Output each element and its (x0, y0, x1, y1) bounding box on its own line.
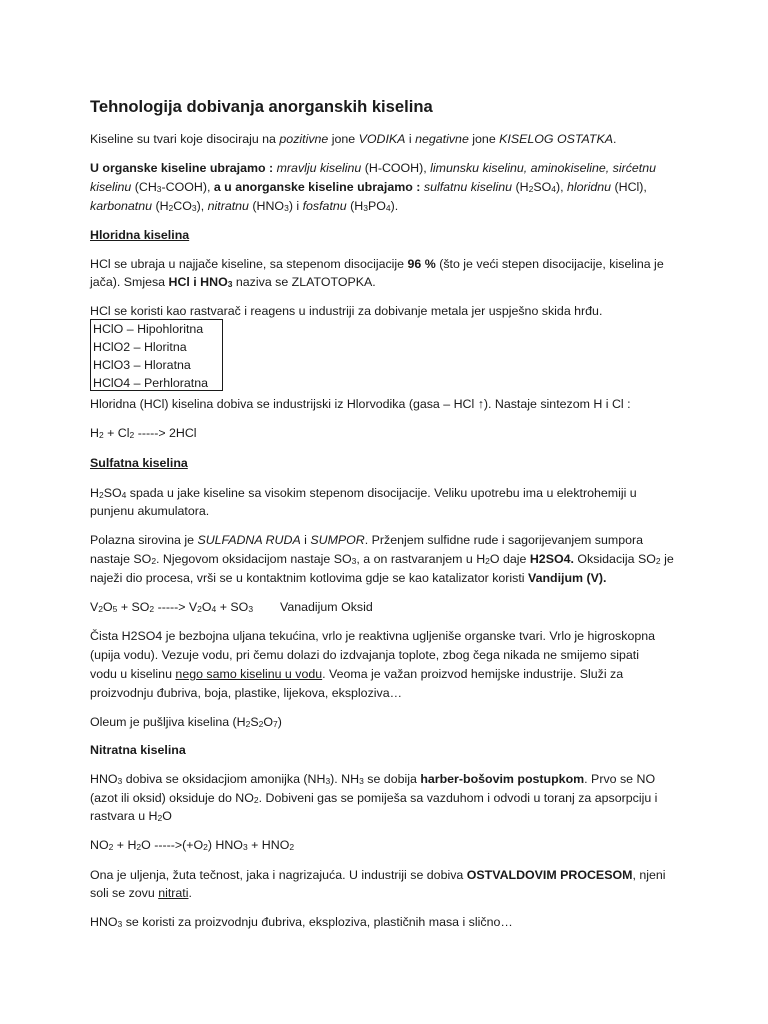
text: O (162, 809, 172, 823)
sulf-raw-material-line-1 (90, 532, 643, 548)
text: SUMPOR (310, 533, 365, 547)
text: (što je veći stepen disocijacije, kiselina je (435, 257, 664, 271)
text: kiselinu (90, 180, 132, 194)
text: fosfatnu (302, 199, 347, 213)
text: hloridnu (566, 180, 612, 194)
nit-paragraph-line-3 (90, 808, 172, 824)
subscript: 3 (248, 604, 254, 614)
text: ) i (288, 199, 303, 213)
subscript: 4 (385, 203, 391, 213)
text: HCl i HNO (168, 275, 228, 289)
text: soli se zovu (90, 886, 159, 900)
text: + SO (117, 600, 150, 614)
text: O ----->(+O (141, 838, 204, 852)
text: Vandijum (V). (528, 571, 607, 585)
text: Oksidacija SO (573, 552, 656, 566)
subscript: 2 (149, 604, 155, 614)
text: ). (390, 199, 399, 213)
section-heading-nitratna: Nitratna kiselina (90, 743, 186, 757)
text: . Prženjem sulfidne rude i sagorijevanjem sumpora (364, 533, 643, 547)
text: se koristi za proizvodnju đubriva, eksploziva, plastičnih masa i slično… (122, 915, 513, 929)
subscript: 2 (98, 430, 104, 440)
subscript: 2 (253, 795, 259, 805)
text: H (90, 486, 99, 500)
text: Ona je uljenja, žuta tečnost, jaka i nagrizajuća. U industriji se dobiva (90, 868, 467, 882)
sulf-raw-material-line-3 (90, 570, 606, 586)
text: (CH (131, 180, 157, 194)
subscript: 2 (289, 842, 295, 852)
subscript: 3 (363, 203, 368, 213)
oxyacid-item: HClO4 – Perhloratna (93, 376, 209, 390)
text: -COOH), (161, 180, 214, 194)
text: jača). Smjesa (90, 275, 169, 289)
text: , a on rastvaranjem u H (356, 552, 486, 566)
text: Kiseline su tvari koje disociraju na (90, 132, 280, 146)
section-heading-sulfatna: Sulfatna kiselina (90, 456, 188, 470)
text: + H (113, 838, 137, 852)
subscript: 2 (528, 184, 534, 194)
subscript: 4 (551, 184, 556, 194)
hcl-production-paragraph: Hloridna (HCl) kiselina dobiva se industrijski iz Hlorvodika (gasa – HCl ↑). Nastaje sintezom H i Cl : (90, 397, 631, 411)
text: se dobija (363, 772, 421, 786)
oleum-line (90, 714, 282, 730)
text: (H (346, 199, 364, 213)
text: vodu u kiselinu (90, 667, 176, 681)
text: nitratnu (207, 199, 249, 213)
text: + Cl (103, 426, 130, 440)
nit-usage-line (90, 914, 513, 930)
oxyacid-item: HClO2 – Hloritna (93, 340, 187, 354)
text: naziva se ZLATOTOPKA. (232, 275, 376, 289)
subscript: 3 (156, 184, 162, 194)
text: (H (512, 180, 529, 194)
subscript: 3 (117, 919, 123, 929)
sulf-paragraph-line-2: punjenu akumulatora. (90, 504, 210, 518)
text: negativne (415, 132, 469, 146)
text: NO (90, 838, 109, 852)
subscript: 2 (98, 604, 103, 614)
text: je (660, 552, 674, 566)
text: dobiva se oksidacjiom amonijka (NH (122, 772, 326, 786)
sulf-paragraph-line-1 (90, 485, 637, 501)
text: Polazna sirovina je (90, 533, 198, 547)
text: HNO (90, 915, 118, 929)
sulf-properties-line-4: proizvodnju đubriva, boja, plastike, lijekova, eksploziva… (90, 686, 402, 700)
text: SO (533, 180, 552, 194)
text: PO (367, 199, 386, 213)
organic-acids-line-2 (90, 179, 647, 195)
sulf-properties-line-1: Čista H2SO4 je bezbojna uljana tekućina, vrlo je reaktivna ugljeniše organske tvari. Vrlo je higroskopna (90, 629, 656, 643)
oxyacid-item: HClO – Hipohloritna (93, 322, 204, 336)
hcl-usage-paragraph: HCl se koristi kao rastvarač i reagens u industriji za dobivanje metala jer uspješno skida hrđu. (90, 304, 603, 318)
text: sulfatnu kiselinu (420, 180, 513, 194)
text: ), (555, 180, 567, 194)
text: (H (152, 199, 169, 213)
subscript: 3 (227, 279, 233, 289)
text: O (201, 600, 212, 614)
text: harber-bošovim postupkom (420, 772, 585, 786)
subscript: 2 (98, 490, 104, 500)
text: SULFADNA RUDA (197, 533, 301, 547)
text: karbonatnu (90, 199, 153, 213)
hcl-paragraph-line-2 (90, 274, 376, 290)
organic-acids-line-1 (90, 160, 656, 176)
subscript: 4 (211, 604, 217, 614)
text: VODIKA (358, 132, 406, 146)
text: naježi dio procesa, vrši se u kontaktnim kotlovima gdje se kao katalizator koristi (90, 571, 528, 585)
text: + HNO (247, 838, 290, 852)
subscript: 2 (129, 430, 135, 440)
text: . (188, 886, 192, 900)
subscript: 2 (655, 556, 661, 566)
text: ) (277, 715, 282, 729)
text: nego samo kiselinu u vodu (175, 667, 323, 681)
subscript: 3 (242, 842, 248, 852)
text: Oleum je pušljiva kiselina (H (90, 715, 246, 729)
text: . (613, 132, 617, 146)
text: S (250, 715, 259, 729)
text: a u anorganske kiseline ubrajamo : (213, 180, 421, 194)
subscript: 2 (197, 604, 202, 614)
text: U organske kiseline ubrajamo : (90, 161, 274, 175)
sulf-equation (90, 599, 253, 615)
hcl-equation (90, 425, 197, 441)
text: HNO (90, 772, 118, 786)
subscript: 2 (136, 842, 142, 852)
subscript: 3 (191, 203, 197, 213)
text: . Prvo se NO (584, 772, 656, 786)
subscript: 3 (325, 776, 331, 786)
subscript: 2 (258, 719, 264, 729)
subscript: 2 (157, 813, 163, 823)
section-heading-hloridna: Hloridna kiselina (90, 228, 190, 242)
subscript: 2 (485, 556, 490, 566)
hcl-paragraph-line-1 (90, 256, 664, 272)
text: SO (103, 486, 122, 500)
text: . Dobiveni gas se pomiješa sa vazduhom i odvodi u toranj za apsorpciju i (258, 791, 658, 805)
sulf-properties-line-2: (upija vodu). Vezuje vodu, pri čemu dolazi do izdvajanja toplote, zbog čega nikada ne smijemo sipati (90, 648, 639, 662)
text: H (90, 426, 99, 440)
text: nitrati (158, 886, 189, 900)
sulf-raw-material-line-2 (90, 551, 674, 567)
text: -----> V (154, 600, 198, 614)
text: , njeni (632, 868, 666, 882)
oxyacid-item: HClO3 – Hloratna (93, 358, 191, 372)
text: i (405, 132, 416, 146)
text: CO (173, 199, 192, 213)
organic-acids-line-3 (90, 198, 398, 214)
text: O daje (489, 552, 530, 566)
text: 96 % (407, 257, 436, 271)
text: spada u jake kiseline sa visokim stepenom disocijacije. Veliku upotrebu ima u elektrohemiji u (126, 486, 637, 500)
subscript: 2 (108, 842, 114, 852)
text: rastvara u H (90, 809, 158, 823)
text: (HNO (248, 199, 285, 213)
text: KISELOG OSTATKA (499, 132, 613, 146)
subscript: 2 (168, 203, 174, 213)
text: pozitivne (279, 132, 329, 146)
subscript: 3 (284, 203, 289, 213)
text: . Njegovom oksidacijom nastaje SO (156, 552, 352, 566)
subscript: 3 (359, 776, 364, 786)
subscript: 5 (112, 604, 118, 614)
text: -----> 2HCl (134, 426, 197, 440)
page-title: Tehnologija dobivanja anorganskih kiselina (90, 97, 433, 116)
text: OSTVALDOVIM PROCESOM (466, 868, 633, 882)
nit-properties-line-2 (90, 885, 192, 901)
sulf-properties-line-3 (90, 666, 623, 682)
text: O (263, 715, 274, 729)
text: HCl se ubraja u najjače kiseline, sa stepenom disocijacije (90, 257, 408, 271)
text: jone (468, 132, 500, 146)
text: H2SO4. (529, 552, 574, 566)
subscript: 7 (273, 719, 278, 729)
intro-paragraph (90, 131, 616, 147)
text: . Veoma je važan proizvod hemijske industrije. Služi za (322, 667, 624, 681)
subscript: 2 (203, 842, 208, 852)
nit-paragraph-line-1 (90, 771, 655, 787)
subscript: 2 (245, 719, 251, 729)
subscript: 3 (351, 556, 357, 566)
text: ), (196, 199, 208, 213)
subscript: 3 (117, 776, 123, 786)
text: i (300, 533, 311, 547)
text: ). NH (330, 772, 360, 786)
text: (azot ili oksid) oksiduje do NO (90, 791, 254, 805)
text: nastaje SO (90, 552, 152, 566)
vanadium-oxide-label: Vanadijum Oksid (280, 600, 373, 614)
text: jone (328, 132, 359, 146)
text: mravlju kiselinu (273, 161, 362, 175)
text: O (103, 600, 113, 614)
text: (H-COOH), (361, 161, 431, 175)
text: + SO (216, 600, 249, 614)
nit-paragraph-line-2 (90, 790, 657, 806)
nit-properties-line-1 (90, 867, 666, 883)
text: V (90, 600, 99, 614)
text: limunsku kiselinu, aminokiseline, sirćetnu (430, 161, 657, 175)
text: (HCl), (611, 180, 647, 194)
nit-equation (90, 837, 294, 853)
subscript: 4 (121, 490, 127, 500)
text: ) HNO (207, 838, 243, 852)
subscript: 2 (151, 556, 157, 566)
